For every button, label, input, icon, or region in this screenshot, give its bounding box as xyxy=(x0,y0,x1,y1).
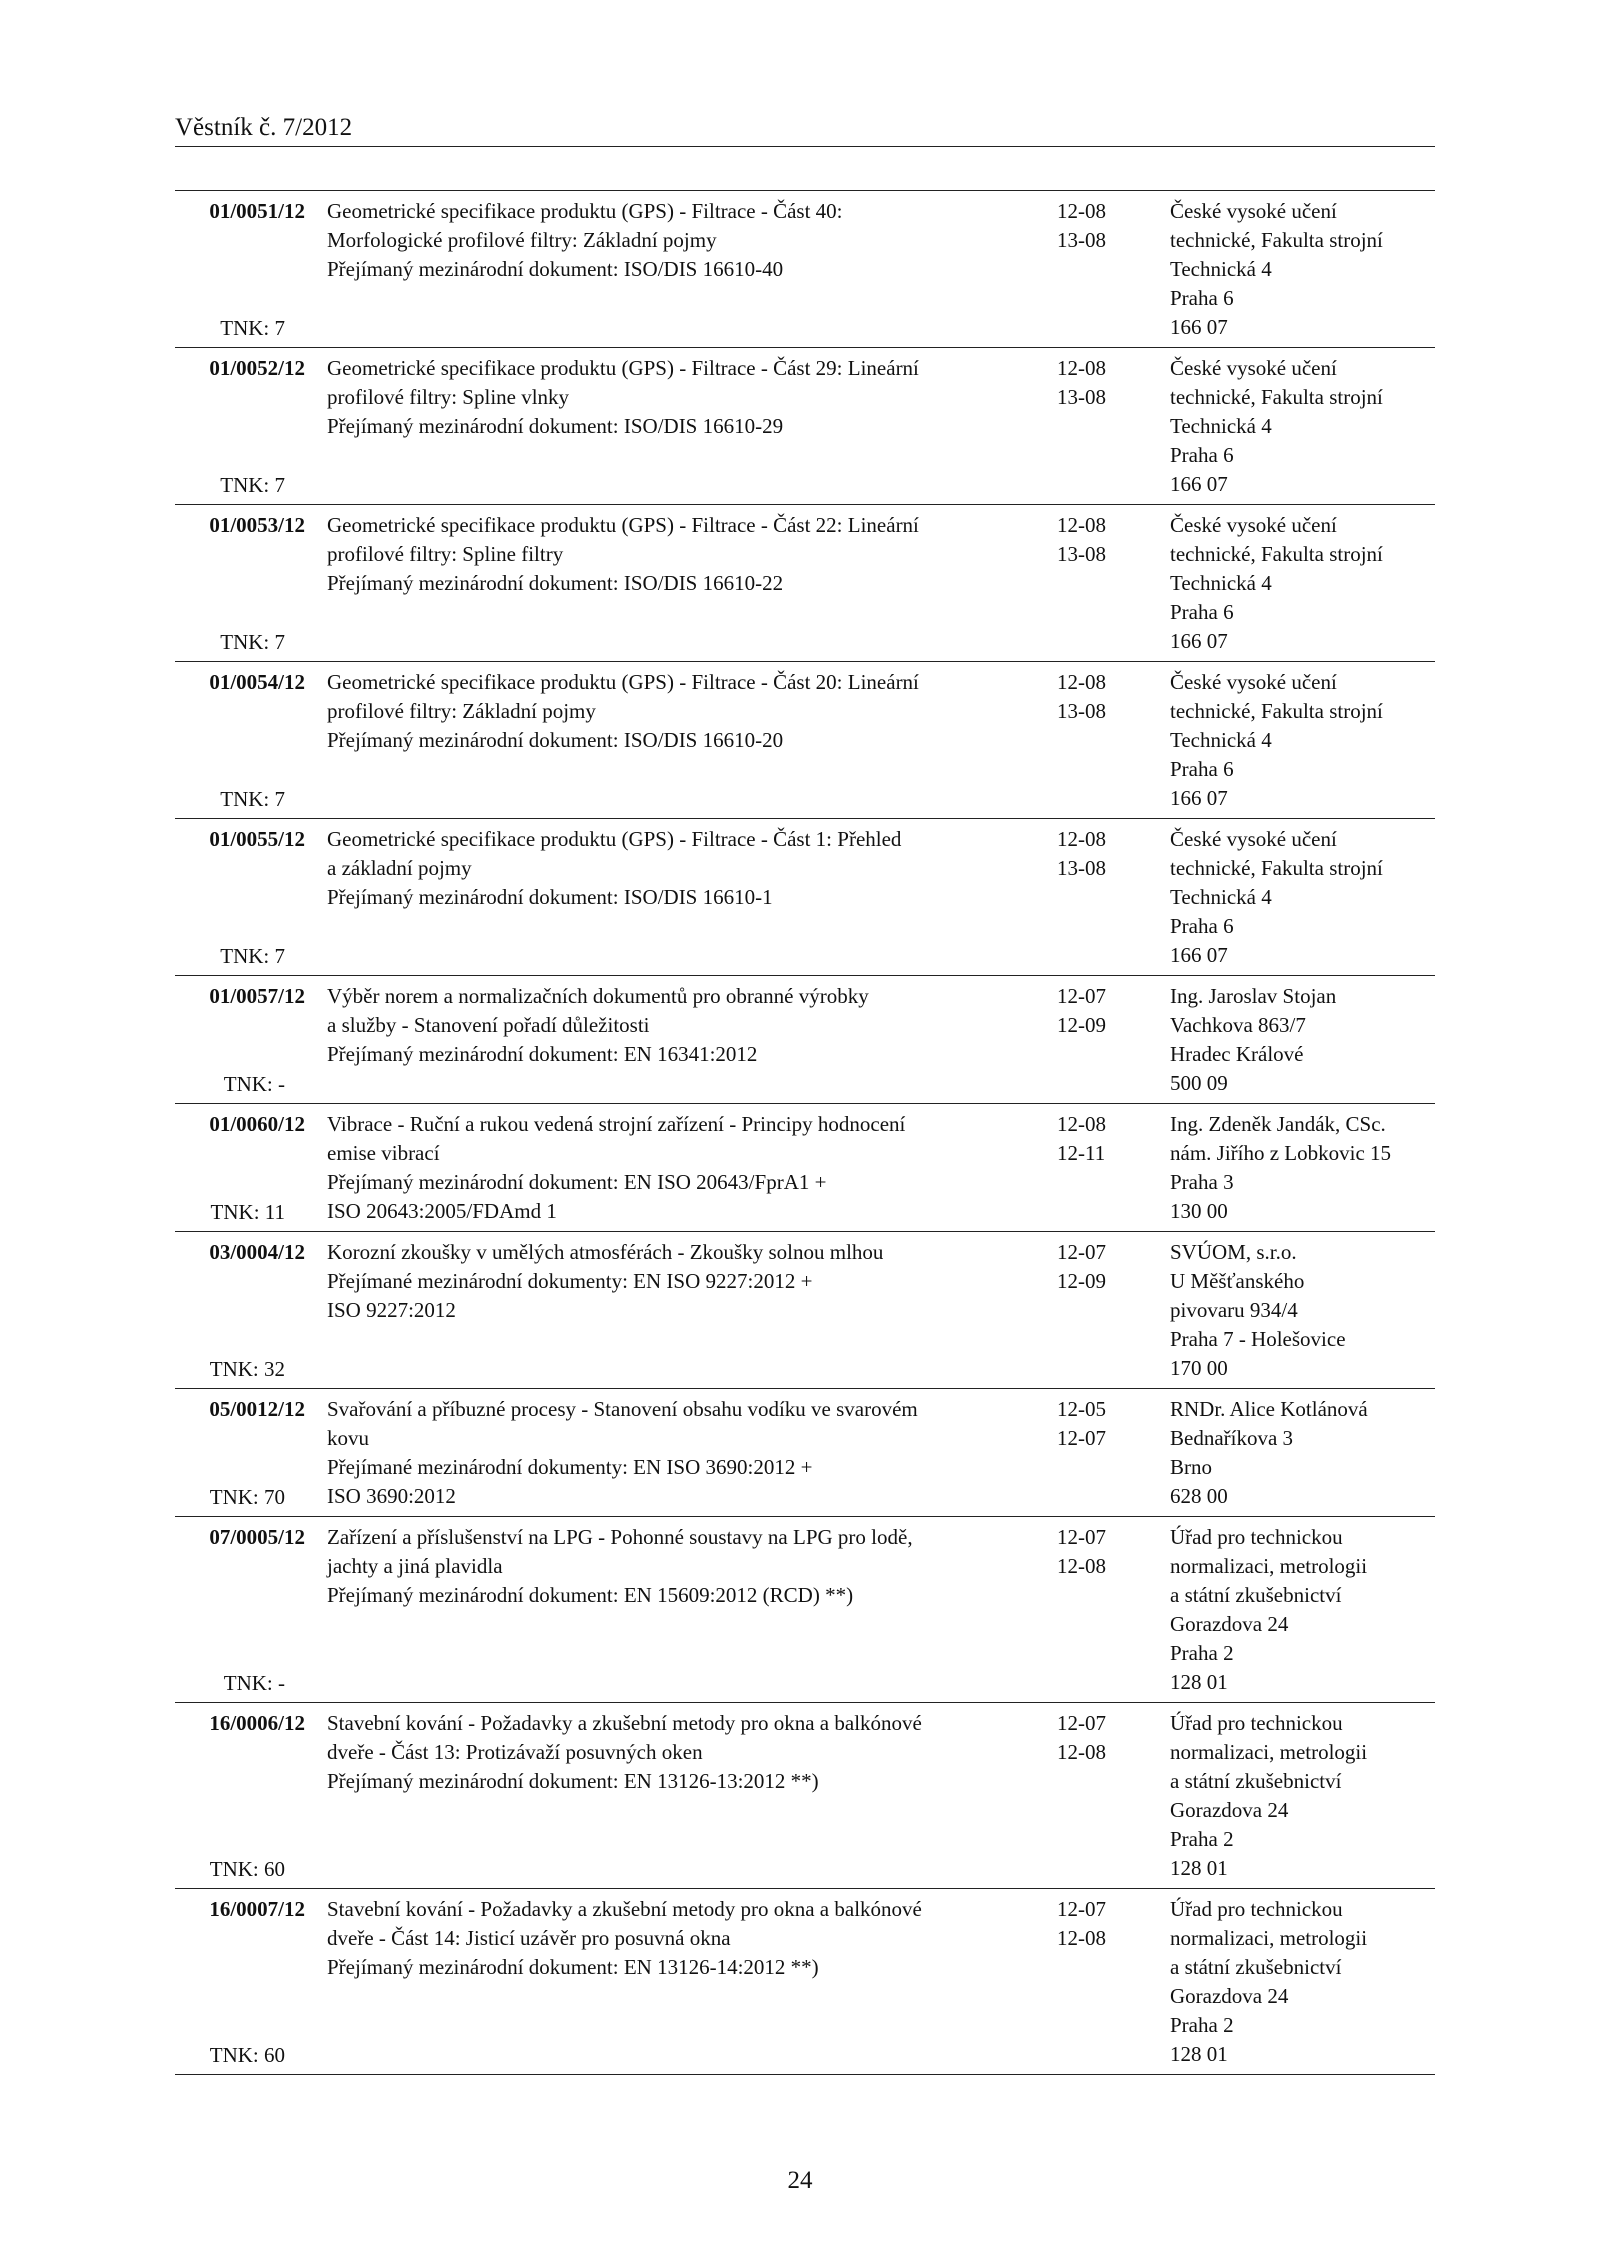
address-line: Úřad pro technickou xyxy=(1170,1897,1343,1921)
title-line: dveře - Část 13: Protizávaží posuvných oken xyxy=(327,1740,703,1764)
contact-address xyxy=(1170,1110,1435,1226)
address-line: Praha 3 xyxy=(1170,1170,1234,1194)
address-line: Praha 6 xyxy=(1170,757,1234,781)
address-line: Gorazdova 24 xyxy=(1170,1984,1289,2008)
address-line: RNDr. Alice Kotlánová xyxy=(1170,1397,1368,1421)
date-line: 13-08 xyxy=(1057,542,1106,566)
tnk-label: TNK: 7 xyxy=(220,316,285,340)
tnk-label: TNK: 7 xyxy=(220,473,285,497)
address-line: Praha 6 xyxy=(1170,914,1234,938)
title-line: emise vibrací xyxy=(327,1141,440,1165)
dates-cell xyxy=(1057,1895,1127,1953)
address-line: 166 07 xyxy=(1170,786,1228,810)
dates-cell xyxy=(1057,197,1127,255)
date-line: 12-08 xyxy=(1057,1926,1106,1950)
document-number: 01/0053/12 xyxy=(209,513,305,537)
date-line: 12-08 xyxy=(1057,356,1106,380)
address-line: České vysoké učení xyxy=(1170,356,1337,380)
table-row xyxy=(175,1232,1435,1389)
date-line: 13-08 xyxy=(1057,699,1106,723)
document-number: 07/0005/12 xyxy=(209,1525,305,1549)
address-line: a státní zkušebnictví xyxy=(1170,1583,1342,1607)
title-line: Morfologické profilové filtry: Základní pojmy xyxy=(327,228,717,252)
address-line: Gorazdova 24 xyxy=(1170,1612,1289,1636)
table-row xyxy=(175,348,1435,505)
title-line: Geometrické specifikace produktu (GPS) - Filtrace - Část 20: Lineární xyxy=(327,670,919,694)
address-line: Úřad pro technickou xyxy=(1170,1525,1343,1549)
document-number: 16/0007/12 xyxy=(209,1897,305,1921)
address-line: 128 01 xyxy=(1170,1856,1228,1880)
address-line: technické, Fakulta strojní xyxy=(1170,228,1383,252)
dates-cell xyxy=(1057,511,1127,569)
title-line: Přejímané mezinárodní dokumenty: EN ISO 3690:2012 + xyxy=(327,1455,813,1479)
title-line: Přejímaný mezinárodní dokument: EN 16341:2012 xyxy=(327,1042,758,1066)
date-line: 12-08 xyxy=(1057,827,1106,851)
address-line: 128 01 xyxy=(1170,2042,1228,2066)
dates-cell xyxy=(1057,1395,1127,1453)
document-number: 01/0060/12 xyxy=(209,1112,305,1136)
address-line: Praha 2 xyxy=(1170,1641,1234,1665)
dates-cell xyxy=(1057,1110,1127,1168)
contact-address xyxy=(1170,354,1435,499)
title-line: Výběr norem a normalizačních dokumentů pro obranné výrobky xyxy=(327,984,869,1008)
date-line: 12-08 xyxy=(1057,1112,1106,1136)
title-line: Geometrické specifikace produktu (GPS) - Filtrace - Část 1: Přehled xyxy=(327,827,902,851)
address-line: technické, Fakulta strojní xyxy=(1170,385,1383,409)
document-number: 01/0054/12 xyxy=(209,670,305,694)
tnk-label: TNK: 7 xyxy=(220,944,285,968)
address-line: Praha 6 xyxy=(1170,600,1234,624)
address-line: technické, Fakulta strojní xyxy=(1170,856,1383,880)
table-row xyxy=(175,1889,1435,2075)
title-line: Vibrace - Ruční a rukou vedená strojní zařízení - Principy hodnocení xyxy=(327,1112,906,1136)
table-row xyxy=(175,976,1435,1104)
contact-address xyxy=(1170,197,1435,342)
contact-address xyxy=(1170,668,1435,813)
address-line: Praha 7 - Holešovice xyxy=(1170,1327,1346,1351)
dates-cell xyxy=(1057,1709,1127,1767)
page-number: 24 xyxy=(787,2167,813,2194)
address-line: normalizaci, metrologii xyxy=(1170,1554,1368,1578)
address-line: Technická 4 xyxy=(1170,728,1272,752)
address-line: a státní zkušebnictví xyxy=(1170,1769,1342,1793)
contact-address xyxy=(1170,825,1435,970)
address-line: České vysoké učení xyxy=(1170,827,1337,851)
contact-address xyxy=(1170,982,1435,1098)
title-line: a služby - Stanovení pořadí důležitosti xyxy=(327,1013,650,1037)
document-number: 01/0051/12 xyxy=(209,199,305,223)
date-line: 13-08 xyxy=(1057,385,1106,409)
address-line: technické, Fakulta strojní xyxy=(1170,699,1383,723)
tnk-label: TNK: 7 xyxy=(220,630,285,654)
address-line: Ing. Jaroslav Stojan xyxy=(1170,984,1337,1008)
address-line: Praha 2 xyxy=(1170,2013,1234,2037)
date-line: 12-07 xyxy=(1057,1525,1106,1549)
address-line: Praha 6 xyxy=(1170,286,1234,310)
address-line: České vysoké učení xyxy=(1170,513,1337,537)
title-line: a základní pojmy xyxy=(327,856,472,880)
title-line: jachty a jiná plavidla xyxy=(327,1554,503,1578)
title-line: Přejímaný mezinárodní dokument: ISO/DIS 16610-20 xyxy=(327,728,784,752)
address-line: U Měšťanského xyxy=(1170,1269,1305,1293)
address-line: Praha 6 xyxy=(1170,443,1234,467)
header-divider xyxy=(175,146,1435,147)
document-number: 01/0055/12 xyxy=(209,827,305,851)
dates-cell xyxy=(1057,354,1127,412)
title-line: Stavební kování - Požadavky a zkušební metody pro okna a balkónové xyxy=(327,1711,922,1735)
tnk-label: TNK: 70 xyxy=(209,1485,285,1509)
address-line: Technická 4 xyxy=(1170,257,1272,281)
title-line: Geometrické specifikace produktu (GPS) - Filtrace - Část 22: Lineární xyxy=(327,513,919,537)
contact-address xyxy=(1170,1709,1435,1883)
date-line: 12-08 xyxy=(1057,1740,1106,1764)
date-line: 12-08 xyxy=(1057,199,1106,223)
document-number: 05/0012/12 xyxy=(209,1397,305,1421)
address-line: a státní zkušebnictví xyxy=(1170,1955,1342,1979)
dates-cell xyxy=(1057,825,1127,883)
title-line: profilové filtry: Základní pojmy xyxy=(327,699,596,723)
title-line: Zařízení a příslušenství na LPG - Pohonné soustavy na LPG pro lodě, xyxy=(327,1525,913,1549)
address-line: Technická 4 xyxy=(1170,885,1272,909)
table-row xyxy=(175,191,1435,348)
address-line: Technická 4 xyxy=(1170,571,1272,595)
contact-address xyxy=(1170,511,1435,656)
address-line: Hradec Králové xyxy=(1170,1042,1304,1066)
address-line: technické, Fakulta strojní xyxy=(1170,542,1383,566)
document-number: 16/0006/12 xyxy=(209,1711,305,1735)
document-number: 01/0052/12 xyxy=(209,356,305,380)
contact-address xyxy=(1170,1523,1435,1697)
address-line: Bednaříkova 3 xyxy=(1170,1426,1294,1450)
date-line: 12-09 xyxy=(1057,1269,1106,1293)
address-line: 166 07 xyxy=(1170,472,1228,496)
title-line: ISO 9227:2012 xyxy=(327,1298,456,1322)
address-line: České vysoké učení xyxy=(1170,670,1337,694)
tnk-label: TNK: 11 xyxy=(210,1200,285,1224)
dates-cell xyxy=(1057,1238,1127,1296)
title-line: Přejímaný mezinárodní dokument: EN 13126-14:2012 **) xyxy=(327,1955,819,1979)
date-line: 12-07 xyxy=(1057,1426,1106,1450)
table-row xyxy=(175,662,1435,819)
date-line: 12-08 xyxy=(1057,513,1106,537)
tnk-label: TNK: - xyxy=(223,1072,285,1096)
address-line: Ing. Zdeněk Jandák, CSc. xyxy=(1170,1112,1386,1136)
title-line: Stavební kování - Požadavky a zkušební metody pro okna a balkónové xyxy=(327,1897,922,1921)
title-line: Přejímaný mezinárodní dokument: EN 13126-13:2012 **) xyxy=(327,1769,819,1793)
date-line: 12-07 xyxy=(1057,1897,1106,1921)
table-row xyxy=(175,1703,1435,1889)
address-line: normalizaci, metrologii xyxy=(1170,1926,1368,1950)
table-row xyxy=(175,1104,1435,1232)
address-line: České vysoké učení xyxy=(1170,199,1337,223)
title-line: Přejímaný mezinárodní dokument: EN 15609:2012 (RCD) **) xyxy=(327,1583,854,1607)
address-line: 166 07 xyxy=(1170,943,1228,967)
contact-address xyxy=(1170,1238,1435,1383)
title-line: profilové filtry: Spline filtry xyxy=(327,542,564,566)
title-line: Přejímaný mezinárodní dokument: ISO/DIS 16610-40 xyxy=(327,257,784,281)
document-number: 03/0004/12 xyxy=(209,1240,305,1264)
address-line: pivovaru 934/4 xyxy=(1170,1298,1298,1322)
table-row xyxy=(175,1389,1435,1517)
date-line: 12-07 xyxy=(1057,984,1106,1008)
address-line: Úřad pro technickou xyxy=(1170,1711,1343,1735)
page-header-title: Věstník č. 7/2012 xyxy=(175,114,353,141)
address-line: SVÚOM, s.r.o. xyxy=(1170,1240,1297,1264)
address-line: 128 01 xyxy=(1170,1670,1228,1694)
standards-table xyxy=(175,190,1435,2075)
title-line: Přejímaný mezinárodní dokument: EN ISO 20643/FprA1 + xyxy=(327,1170,827,1194)
date-line: 13-08 xyxy=(1057,228,1106,252)
document-number: 01/0057/12 xyxy=(209,984,305,1008)
date-line: 13-08 xyxy=(1057,856,1106,880)
title-line: Přejímaný mezinárodní dokument: ISO/DIS 16610-29 xyxy=(327,414,784,438)
title-line: profilové filtry: Spline vlnky xyxy=(327,385,570,409)
date-line: 12-05 xyxy=(1057,1397,1106,1421)
address-line: normalizaci, metrologii xyxy=(1170,1740,1368,1764)
table-row xyxy=(175,505,1435,662)
address-line: Gorazdova 24 xyxy=(1170,1798,1289,1822)
address-line: 170 00 xyxy=(1170,1356,1228,1380)
tnk-label: TNK: 7 xyxy=(220,787,285,811)
address-line: Vachkova 863/7 xyxy=(1170,1013,1306,1037)
title-line: Přejímané mezinárodní dokumenty: EN ISO 9227:2012 + xyxy=(327,1269,813,1293)
tnk-label: TNK: 60 xyxy=(209,2043,285,2067)
date-line: 12-09 xyxy=(1057,1013,1106,1037)
date-line: 12-07 xyxy=(1057,1711,1106,1735)
address-line: 166 07 xyxy=(1170,315,1228,339)
contact-address xyxy=(1170,1395,1435,1511)
title-line: Přejímaný mezinárodní dokument: ISO/DIS 16610-1 xyxy=(327,885,773,909)
title-line: dveře - Část 14: Jisticí uzávěr pro posuvná okna xyxy=(327,1926,731,1950)
date-line: 12-07 xyxy=(1057,1240,1106,1264)
dates-cell xyxy=(1057,668,1127,726)
date-line: 12-11 xyxy=(1057,1141,1106,1165)
title-line: ISO 3690:2012 xyxy=(327,1484,456,1508)
address-line: Praha 2 xyxy=(1170,1827,1234,1851)
address-line: 628 00 xyxy=(1170,1484,1228,1508)
table-row xyxy=(175,1517,1435,1703)
title-line: Korozní zkoušky v umělých atmosférách - Zkoušky solnou mlhou xyxy=(327,1240,884,1264)
title-line: ISO 20643:2005/FDAmd 1 xyxy=(327,1199,557,1223)
tnk-label: TNK: 60 xyxy=(209,1857,285,1881)
address-line: nám. Jiřího z Lobkovic 15 xyxy=(1170,1141,1392,1165)
title-line: Geometrické specifikace produktu (GPS) - Filtrace - Část 29: Lineární xyxy=(327,356,919,380)
address-line: 500 09 xyxy=(1170,1071,1228,1095)
address-line: 130 00 xyxy=(1170,1199,1228,1223)
dates-cell xyxy=(1057,1523,1127,1581)
date-line: 12-08 xyxy=(1057,1554,1106,1578)
title-line: kovu xyxy=(327,1426,369,1450)
address-line: Brno xyxy=(1170,1455,1212,1479)
contact-address xyxy=(1170,1895,1435,2069)
address-line: 166 07 xyxy=(1170,629,1228,653)
title-line: Geometrické specifikace produktu (GPS) - Filtrace - Část 40: xyxy=(327,199,843,223)
dates-cell xyxy=(1057,982,1127,1040)
title-line: Svařování a příbuzné procesy - Stanovení obsahu vodíku ve svarovém xyxy=(327,1397,918,1421)
title-line: Přejímaný mezinárodní dokument: ISO/DIS 16610-22 xyxy=(327,571,784,595)
tnk-label: TNK: 32 xyxy=(209,1357,285,1381)
date-line: 12-08 xyxy=(1057,670,1106,694)
address-line: Technická 4 xyxy=(1170,414,1272,438)
table-row xyxy=(175,819,1435,976)
tnk-label: TNK: - xyxy=(223,1671,285,1695)
